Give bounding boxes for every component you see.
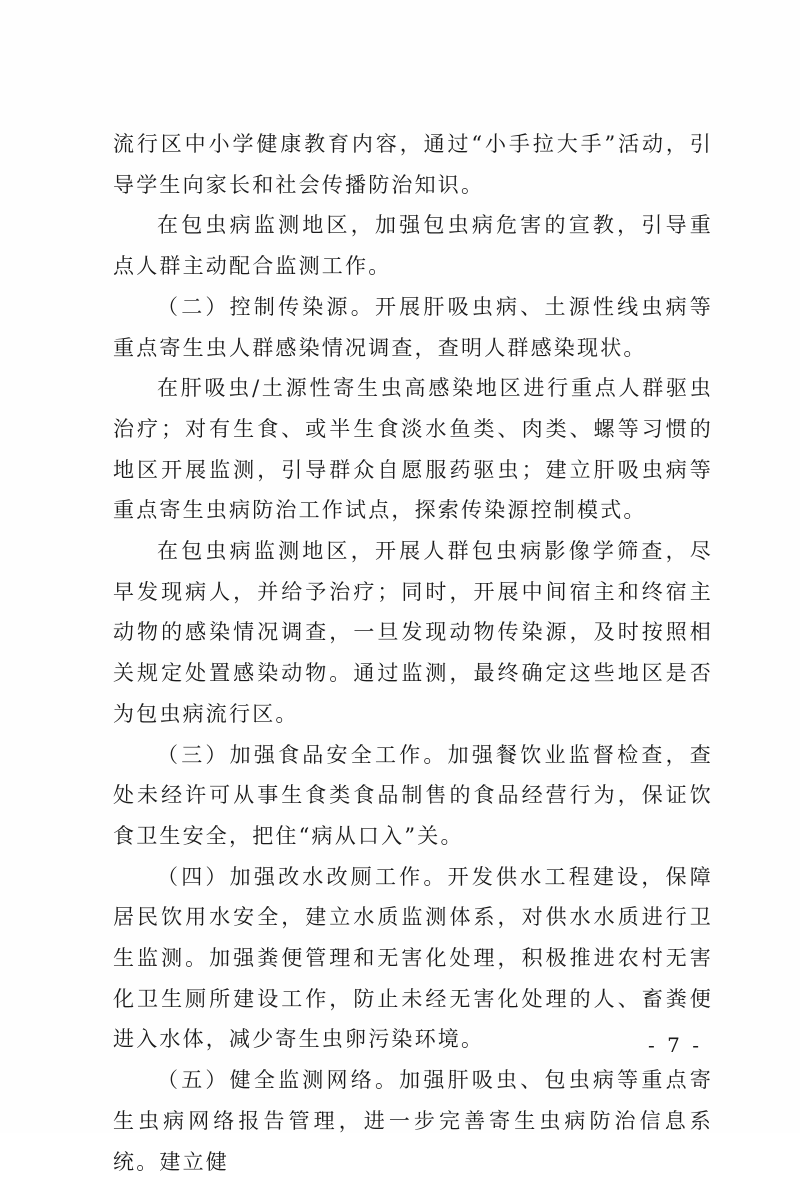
paragraph-2: 在包虫病监测地区，加强包虫病危害的宣教，引导重点人群主动配合监测工作。 xyxy=(113,213,713,279)
paragraph-7: （四）加强改水改厕工作。开发供水工程建设，保障居民饮用水安全，建立水质监测体系，对供水水质进行卫生监测。加强粪便管理和无害化处理，积极推进农村无害化卫生厕所建设工作，防止未经无害化处理的人、畜粪便进入水体，减少寄生虫卵污染环境。 xyxy=(113,864,713,1052)
page-number: - 7 - xyxy=(648,1033,702,1057)
paragraph-6: （三）加强食品安全工作。加强餐饮业监督检查，查处未经许可从事生食类食品制售的食品经营行为，保证饮食卫生安全，把住“病从口入”关。 xyxy=(113,742,713,848)
paragraph-4: 在肝吸虫/土源性寄生虫高感染地区进行重点人群驱虫治疗；对有生食、或半生食淡水鱼类、肉类、螺等习惯的地区开展监测，引导群众自愿服药驱虫；建立肝吸虫病等重点寄生虫病防治工作试点，探索传染源控制模式。 xyxy=(113,376,713,523)
document-body xyxy=(113,124,713,1182)
paragraph-3: （二）控制传染源。开展肝吸虫病、土源性线虫病等重点寄生虫人群感染情况调查，查明人群感染现状。 xyxy=(113,294,713,360)
paragraph-1: 流行区中小学健康教育内容，通过“小手拉大手”活动，引导学生向家长和社会传播防治知识。 xyxy=(113,132,713,197)
paragraph-5: 在包虫病监测地区，开展人群包虫病影像学筛查，尽早发现病人，并给予治疗；同时，开展中间宿主和终宿主动物的感染情况调查，一旦发现动物传染源，及时按照相关规定处置感染动物。通过监测，最终确定这些地区是否为包虫病流行区。 xyxy=(113,539,713,726)
paragraph-8: （五）健全监测网络。加强肝吸虫、包虫病等重点寄生虫病网络报告管理，进一步完善寄生虫病防治信息系统。建立健 xyxy=(113,1068,713,1174)
